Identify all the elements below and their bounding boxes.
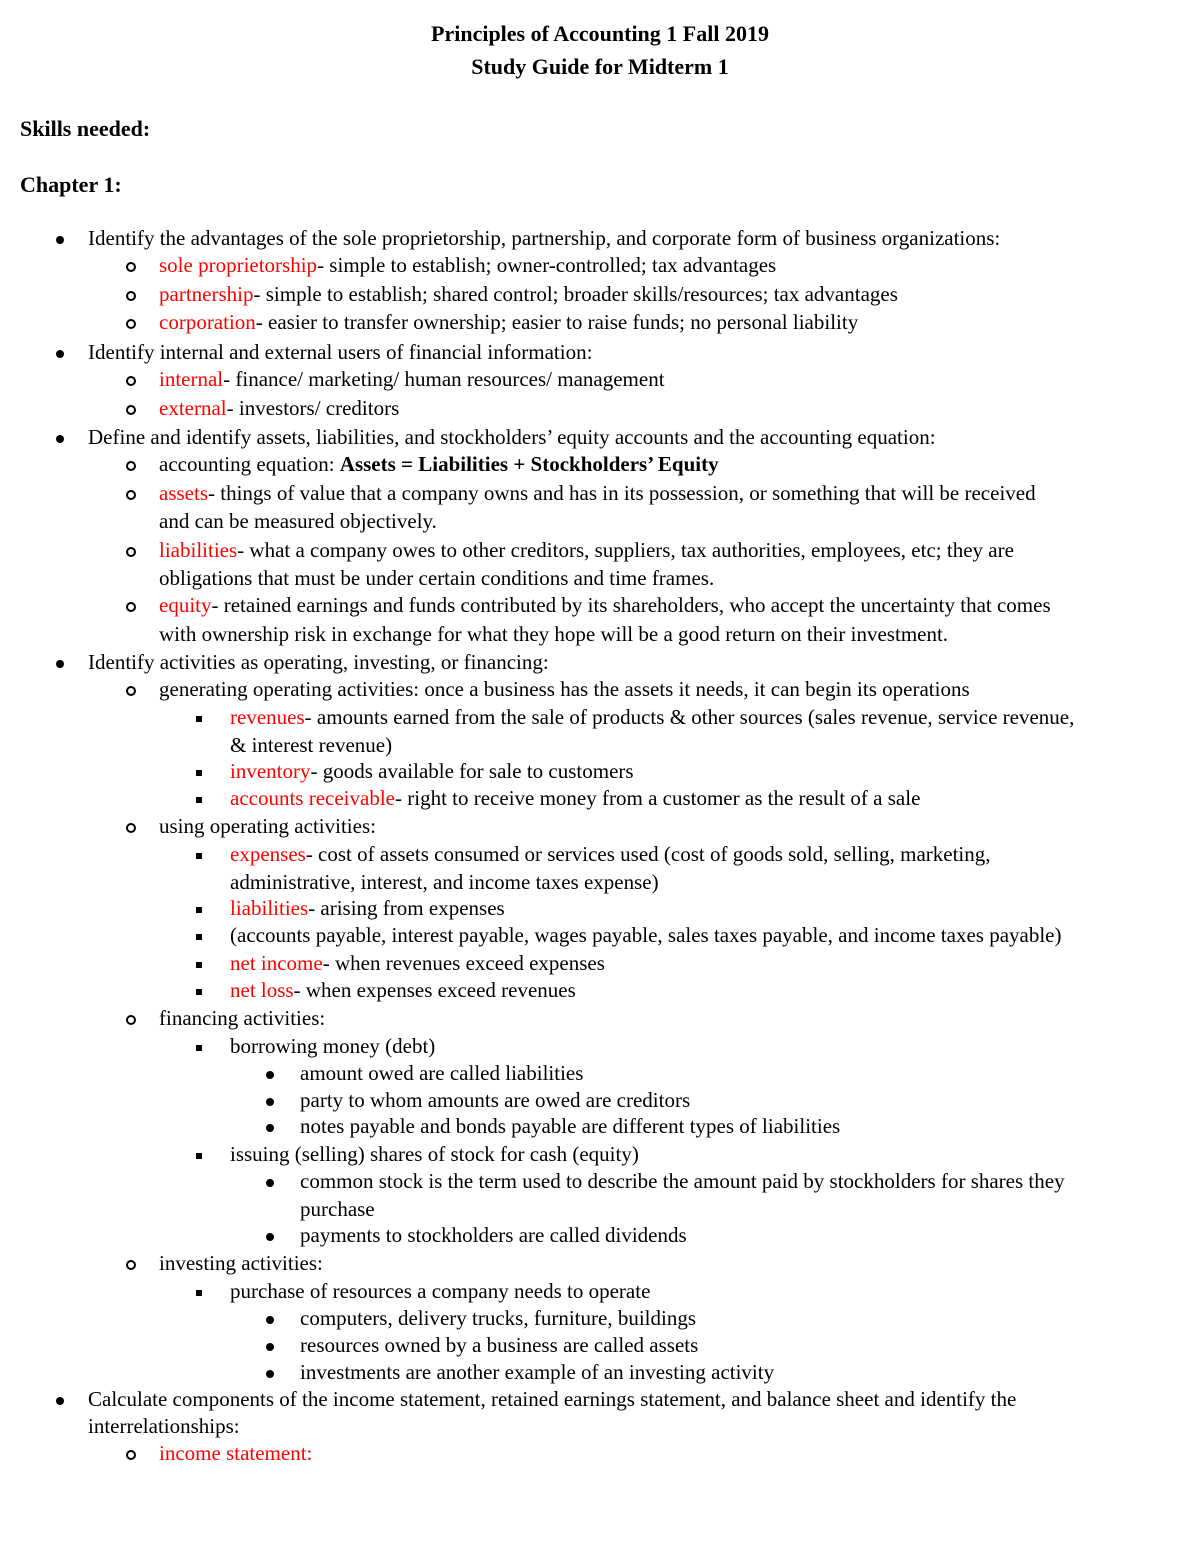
accounting-equation: Assets = Liabilities + Stockholders’ Equity — [339, 452, 719, 476]
list-item-text: issuing (selling) shares of stock for cash (equity) — [230, 1142, 639, 1166]
list-item-text: borrowing money (debt) — [230, 1034, 436, 1058]
continuation-line: interrelationships: — [88, 1414, 240, 1438]
list-item-accounts-receivable — [196, 786, 920, 811]
term-corporation: corporation — [159, 310, 256, 334]
definition-text: - simple to establish; owner-controlled; tax advantages — [317, 253, 777, 277]
list-item-party-owed — [266, 1088, 690, 1113]
list-item-expenses — [196, 842, 991, 867]
list-item-text: generating operating activities: once a business has the assets it needs, it can begin its operations — [159, 677, 970, 701]
term-accounts-receivable: accounts receivable — [230, 786, 395, 810]
list-item-text: resources owned by a business are called assets — [300, 1333, 699, 1357]
list-item-dividends — [266, 1223, 687, 1248]
list-item-revenues — [196, 705, 1074, 730]
list-item-generating-op — [126, 677, 970, 702]
list-item-sole — [126, 253, 776, 278]
definition-text: - retained earnings and funds contributed by its shareholders, who accept the uncertainty that comes — [211, 593, 1051, 617]
term-internal: internal — [159, 367, 224, 391]
list-item-text: party to whom amounts are owed are creditors — [300, 1088, 691, 1112]
list-item-financing — [126, 1006, 325, 1031]
list-item-text: Identify internal and external users of financial information: — [88, 340, 593, 364]
list-item-investments — [266, 1360, 774, 1385]
term-inventory: inventory — [230, 759, 311, 783]
term-assets: assets — [159, 481, 208, 505]
list-item-purchase — [196, 1279, 650, 1304]
definition-text: - amounts earned from the sale of products & other sources (sales revenue, service revenue, — [304, 705, 1075, 729]
list-item-text: payments to stockholders are called dividends — [300, 1223, 687, 1247]
list-item-resources-owned — [266, 1333, 698, 1358]
definition-text: - arising from expenses — [308, 896, 505, 920]
definition-text: - easier to transfer ownership; easier to raise funds; no personal liability — [255, 310, 859, 334]
list-item-external — [126, 396, 399, 421]
definition-text: - things of value that a company owns and has in its possession, or something that will be received — [208, 481, 1036, 505]
list-item-text: investments are another example of an investing activity — [300, 1360, 775, 1384]
list-item-liabilities — [126, 538, 1014, 563]
list-item-text: Identify activities as operating, investing, or financing: — [88, 650, 549, 674]
definition-text: - right to receive money from a customer as the result of a sale — [395, 786, 921, 810]
continuation-line: purchase — [300, 1197, 375, 1221]
list-item-equation — [126, 452, 719, 477]
list-item-assets — [126, 481, 1036, 506]
list-item-internal — [126, 367, 665, 392]
list-item-borrowing — [196, 1034, 435, 1059]
list-item-text: notes payable and bonds payable are different types of liabilities — [300, 1114, 841, 1138]
continuation-line: and can be measured objectively. — [159, 509, 437, 533]
document-title-line-2: Study Guide for Midterm 1 — [471, 54, 729, 79]
continuation-line: & interest revenue) — [230, 733, 393, 757]
term-external: external — [159, 396, 227, 420]
term-net-loss: net loss — [230, 978, 294, 1002]
list-item-text: common stock is the term used to describe the amount paid by stockholders for shares they — [300, 1169, 1065, 1193]
term-expenses: expenses — [230, 842, 306, 866]
list-item-equity — [126, 593, 1051, 618]
term-partnership: partnership — [159, 282, 254, 306]
list-item-text: amount owed are called liabilities — [300, 1061, 584, 1085]
list-item-net-loss — [196, 978, 576, 1003]
list-item-payables — [196, 923, 1061, 948]
list-item-text: using operating activities: — [159, 814, 376, 838]
term-equity: equity — [159, 593, 212, 617]
definition-text: - finance/ marketing/ human resources/ management — [223, 367, 665, 391]
term-sole-proprietorship: sole proprietorship — [159, 253, 318, 277]
list-item-net-income — [196, 951, 605, 976]
list-item-text: Calculate components of the income statement, retained earnings statement, and balance sheet and identify the — [88, 1387, 1017, 1411]
definition-text: - when revenues exceed expenses — [322, 951, 605, 975]
list-item-calculate — [56, 1387, 1016, 1412]
definition-text: - when expenses exceed revenues — [293, 978, 576, 1002]
definition-text: - simple to establish; shared control; broader skills/resources; tax advantages — [253, 282, 898, 306]
list-item-forms — [56, 226, 1000, 251]
list-item-text: Identify the advantages of the sole proprietorship, partnership, and corporate form of business organizations: — [88, 226, 1001, 250]
list-item-text: purchase of resources a company needs to operate — [230, 1279, 651, 1303]
list-item-inventory — [196, 759, 634, 784]
term-income-statement: income statement: — [159, 1441, 313, 1465]
term-net-income: net income — [230, 951, 323, 975]
list-item-accounts — [56, 425, 936, 450]
list-item-text: investing activities: — [159, 1251, 323, 1275]
list-item-issuing — [196, 1142, 639, 1167]
list-item-common-stock — [266, 1169, 1065, 1194]
continuation-line: obligations that must be under certain conditions and time frames. — [159, 566, 715, 590]
list-item-amount-owed — [266, 1061, 583, 1086]
list-item-activities — [56, 650, 549, 675]
list-item-text: Define and identify assets, liabilities, and stockholders’ equity accounts and the accounting equation: — [88, 425, 936, 449]
skills-heading: Skills needed: — [20, 116, 151, 141]
list-item-using-op — [126, 814, 376, 839]
term-liabilities: liabilities — [159, 538, 238, 562]
list-item-computers — [266, 1306, 696, 1331]
document-title-line-1: Principles of Accounting 1 Fall 2019 — [431, 21, 769, 46]
continuation-line: administrative, interest, and income taxes expense) — [230, 870, 659, 894]
list-item-text: computers, delivery trucks, furniture, buildings — [300, 1306, 696, 1330]
list-item-liabilities-expenses — [196, 896, 505, 921]
list-item-corporation — [126, 310, 858, 335]
definition-text: - what a company owes to other creditors, suppliers, tax authorities, employees, etc; they are — [237, 538, 1014, 562]
continuation-line: with ownership risk in exchange for what they hope will be a good return on their investment. — [159, 622, 949, 646]
definition-text: - goods available for sale to customers — [310, 759, 634, 783]
definition-text: - investors/ creditors — [226, 396, 400, 420]
list-item-text: (accounts payable, interest payable, wages payable, sales taxes payable, and income taxes payable) — [230, 923, 1062, 947]
list-item-income-statement — [126, 1441, 312, 1466]
term-revenues: revenues — [230, 705, 305, 729]
list-item-users — [56, 340, 592, 365]
definition-text: - cost of assets consumed or services used (cost of goods sold, selling, marketing, — [305, 842, 991, 866]
list-item-partnership — [126, 282, 898, 307]
equation-label: accounting equation: — [159, 452, 340, 476]
list-item-text: financing activities: — [159, 1006, 326, 1030]
chapter-heading: Chapter 1: — [20, 172, 122, 197]
term-liabilities: liabilities — [230, 896, 309, 920]
list-item-investing — [126, 1251, 323, 1276]
list-item-notes-payable — [266, 1114, 840, 1139]
